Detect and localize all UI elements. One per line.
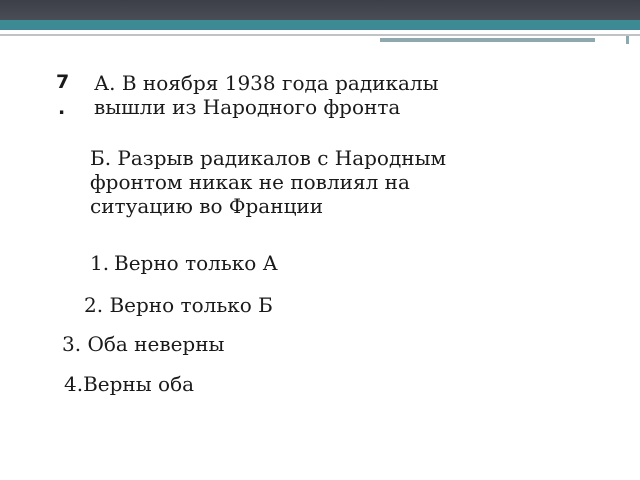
answer-option-4[interactable]: 4.Верны оба bbox=[64, 372, 195, 396]
answer-option-1-number: 1. bbox=[90, 251, 110, 275]
statement-a-line-1: А. В ноября 1938 года радикалы bbox=[94, 71, 439, 95]
answer-option-1-text: Верно только А bbox=[114, 251, 278, 275]
header-divider-line bbox=[0, 34, 640, 36]
statement-b bbox=[90, 146, 446, 218]
header-accent-corner bbox=[626, 36, 629, 44]
statement-b-line-2: фронтом никак не повлиял на bbox=[90, 170, 410, 194]
statement-a-line-2: вышли из Народного фронта bbox=[94, 95, 401, 119]
header-bar-teal bbox=[0, 20, 640, 30]
answer-option-3[interactable]: 3. Оба неверны bbox=[62, 332, 225, 356]
statement-b-line-1: Б. Разрыв радикалов с Народным bbox=[90, 146, 447, 170]
answer-option-1[interactable] bbox=[90, 251, 278, 275]
header-bar-dark bbox=[0, 0, 640, 20]
question-number: 7 bbox=[56, 71, 70, 93]
header-accent-line bbox=[380, 38, 595, 42]
statement-a bbox=[94, 71, 439, 119]
statement-b-line-3: ситуацию во Франции bbox=[90, 194, 324, 218]
answer-option-2[interactable]: 2. Верно только Б bbox=[84, 293, 273, 317]
question-number-dot: . bbox=[58, 97, 66, 119]
